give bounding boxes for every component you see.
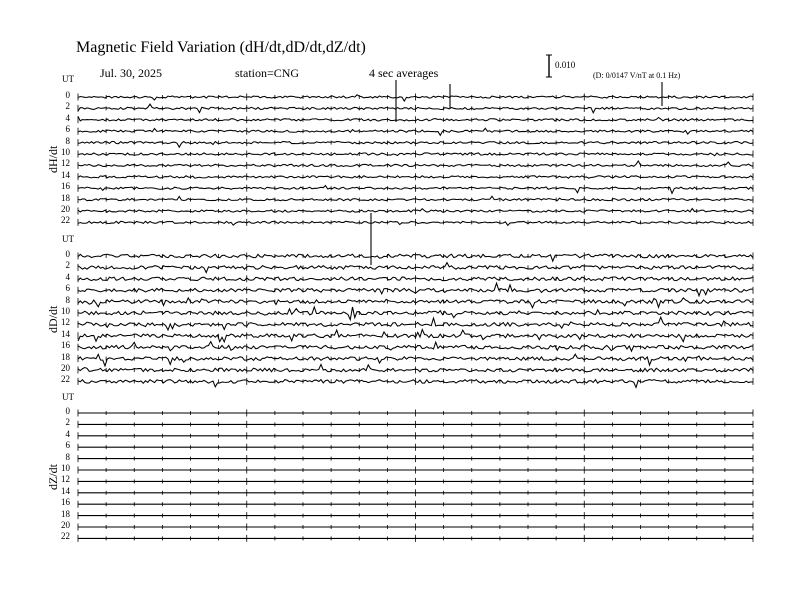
hour-label: 22 — [61, 374, 70, 385]
hour-label: 8 — [65, 135, 70, 146]
trace-row — [78, 467, 753, 474]
hour-label: 12 — [61, 317, 70, 328]
ut-label-dd: UT — [62, 234, 74, 244]
trace-row — [78, 275, 753, 282]
trace-row — [78, 208, 753, 215]
hour-label: 6 — [65, 283, 70, 294]
trace-row — [78, 535, 753, 542]
hour-label: 10 — [61, 463, 70, 473]
panel-label-dd: dD/dt — [46, 305, 60, 333]
averaging-label: 4 sec averages — [369, 66, 439, 80]
hour-label: 20 — [61, 204, 70, 214]
hour-label: 6 — [65, 440, 70, 451]
hour-label: 2 — [65, 101, 70, 112]
chart-date: Jul. 30, 2025 — [100, 66, 163, 80]
trace-row — [78, 219, 753, 226]
hour-label: 10 — [61, 147, 70, 157]
trace-row — [78, 432, 753, 439]
hour-label: 20 — [61, 363, 70, 373]
hour-label: 22 — [61, 215, 70, 226]
trace-row — [78, 253, 753, 262]
hour-label: 8 — [65, 294, 70, 305]
trace-row — [78, 501, 753, 508]
trace-row — [78, 196, 753, 203]
trace-row — [78, 421, 753, 428]
trace-row — [78, 524, 753, 531]
scale-note: (D: 0/0147 V/nT at 0.1 Hz) — [593, 71, 681, 80]
trace-row — [78, 378, 753, 387]
hour-label: 2 — [65, 417, 70, 428]
trace-row — [78, 161, 753, 169]
hour-label: 18 — [61, 192, 70, 203]
trace-row — [78, 364, 753, 373]
trace-row — [78, 94, 753, 102]
panel-label-dh: dH/dt — [46, 145, 60, 173]
hour-label: 2 — [65, 260, 70, 271]
hour-label: 12 — [61, 158, 70, 169]
trace-row — [78, 104, 753, 113]
trace-row — [78, 116, 753, 123]
trace-row — [78, 330, 753, 342]
trace-row — [78, 489, 753, 496]
trace-row — [78, 317, 753, 330]
hour-label: 20 — [61, 520, 70, 530]
hour-label: 4 — [65, 112, 70, 123]
panel-label-dz: dZ/dt — [46, 464, 60, 490]
hour-label: 8 — [65, 451, 70, 462]
chart-title: Magnetic Field Variation (dH/dt,dD/dt,dZ/dt) — [76, 39, 366, 56]
hour-label: 12 — [61, 474, 70, 485]
hour-label: 14 — [61, 328, 70, 339]
trace-row — [78, 185, 753, 194]
scale-bar-value: 0.010 — [555, 60, 576, 70]
trace-row — [78, 298, 753, 308]
ut-label-dh: UT — [62, 74, 74, 84]
station-label: station=CNG — [235, 66, 300, 80]
trace-row — [78, 478, 753, 485]
hour-label: 14 — [61, 485, 70, 496]
trace-row — [78, 512, 753, 519]
trace-row — [78, 173, 753, 180]
trace-row — [78, 139, 753, 147]
hour-label: 22 — [61, 531, 70, 542]
hour-label: 0 — [65, 406, 70, 416]
hour-label: 0 — [65, 90, 70, 100]
trace-row — [78, 307, 753, 320]
hour-label: 4 — [65, 428, 70, 439]
hour-label: 18 — [61, 351, 70, 362]
hour-label: 6 — [65, 124, 70, 135]
trace-row — [78, 128, 753, 136]
trace-row — [78, 342, 753, 351]
hour-label: 10 — [61, 306, 70, 316]
trace-row — [78, 444, 753, 451]
hour-label: 18 — [61, 508, 70, 519]
hour-label: 0 — [65, 249, 70, 259]
hour-label: 14 — [61, 169, 70, 180]
hour-label: 16 — [61, 497, 70, 508]
trace-row — [78, 410, 753, 417]
trace-row — [78, 263, 753, 273]
ut-label-dz: UT — [62, 392, 74, 402]
hour-label: 16 — [61, 181, 70, 192]
trace-row — [78, 455, 753, 462]
trace-row — [78, 283, 753, 296]
hour-label: 4 — [65, 271, 70, 282]
hour-label: 16 — [61, 340, 70, 351]
trace-row — [78, 354, 753, 366]
trace-row — [78, 151, 753, 158]
